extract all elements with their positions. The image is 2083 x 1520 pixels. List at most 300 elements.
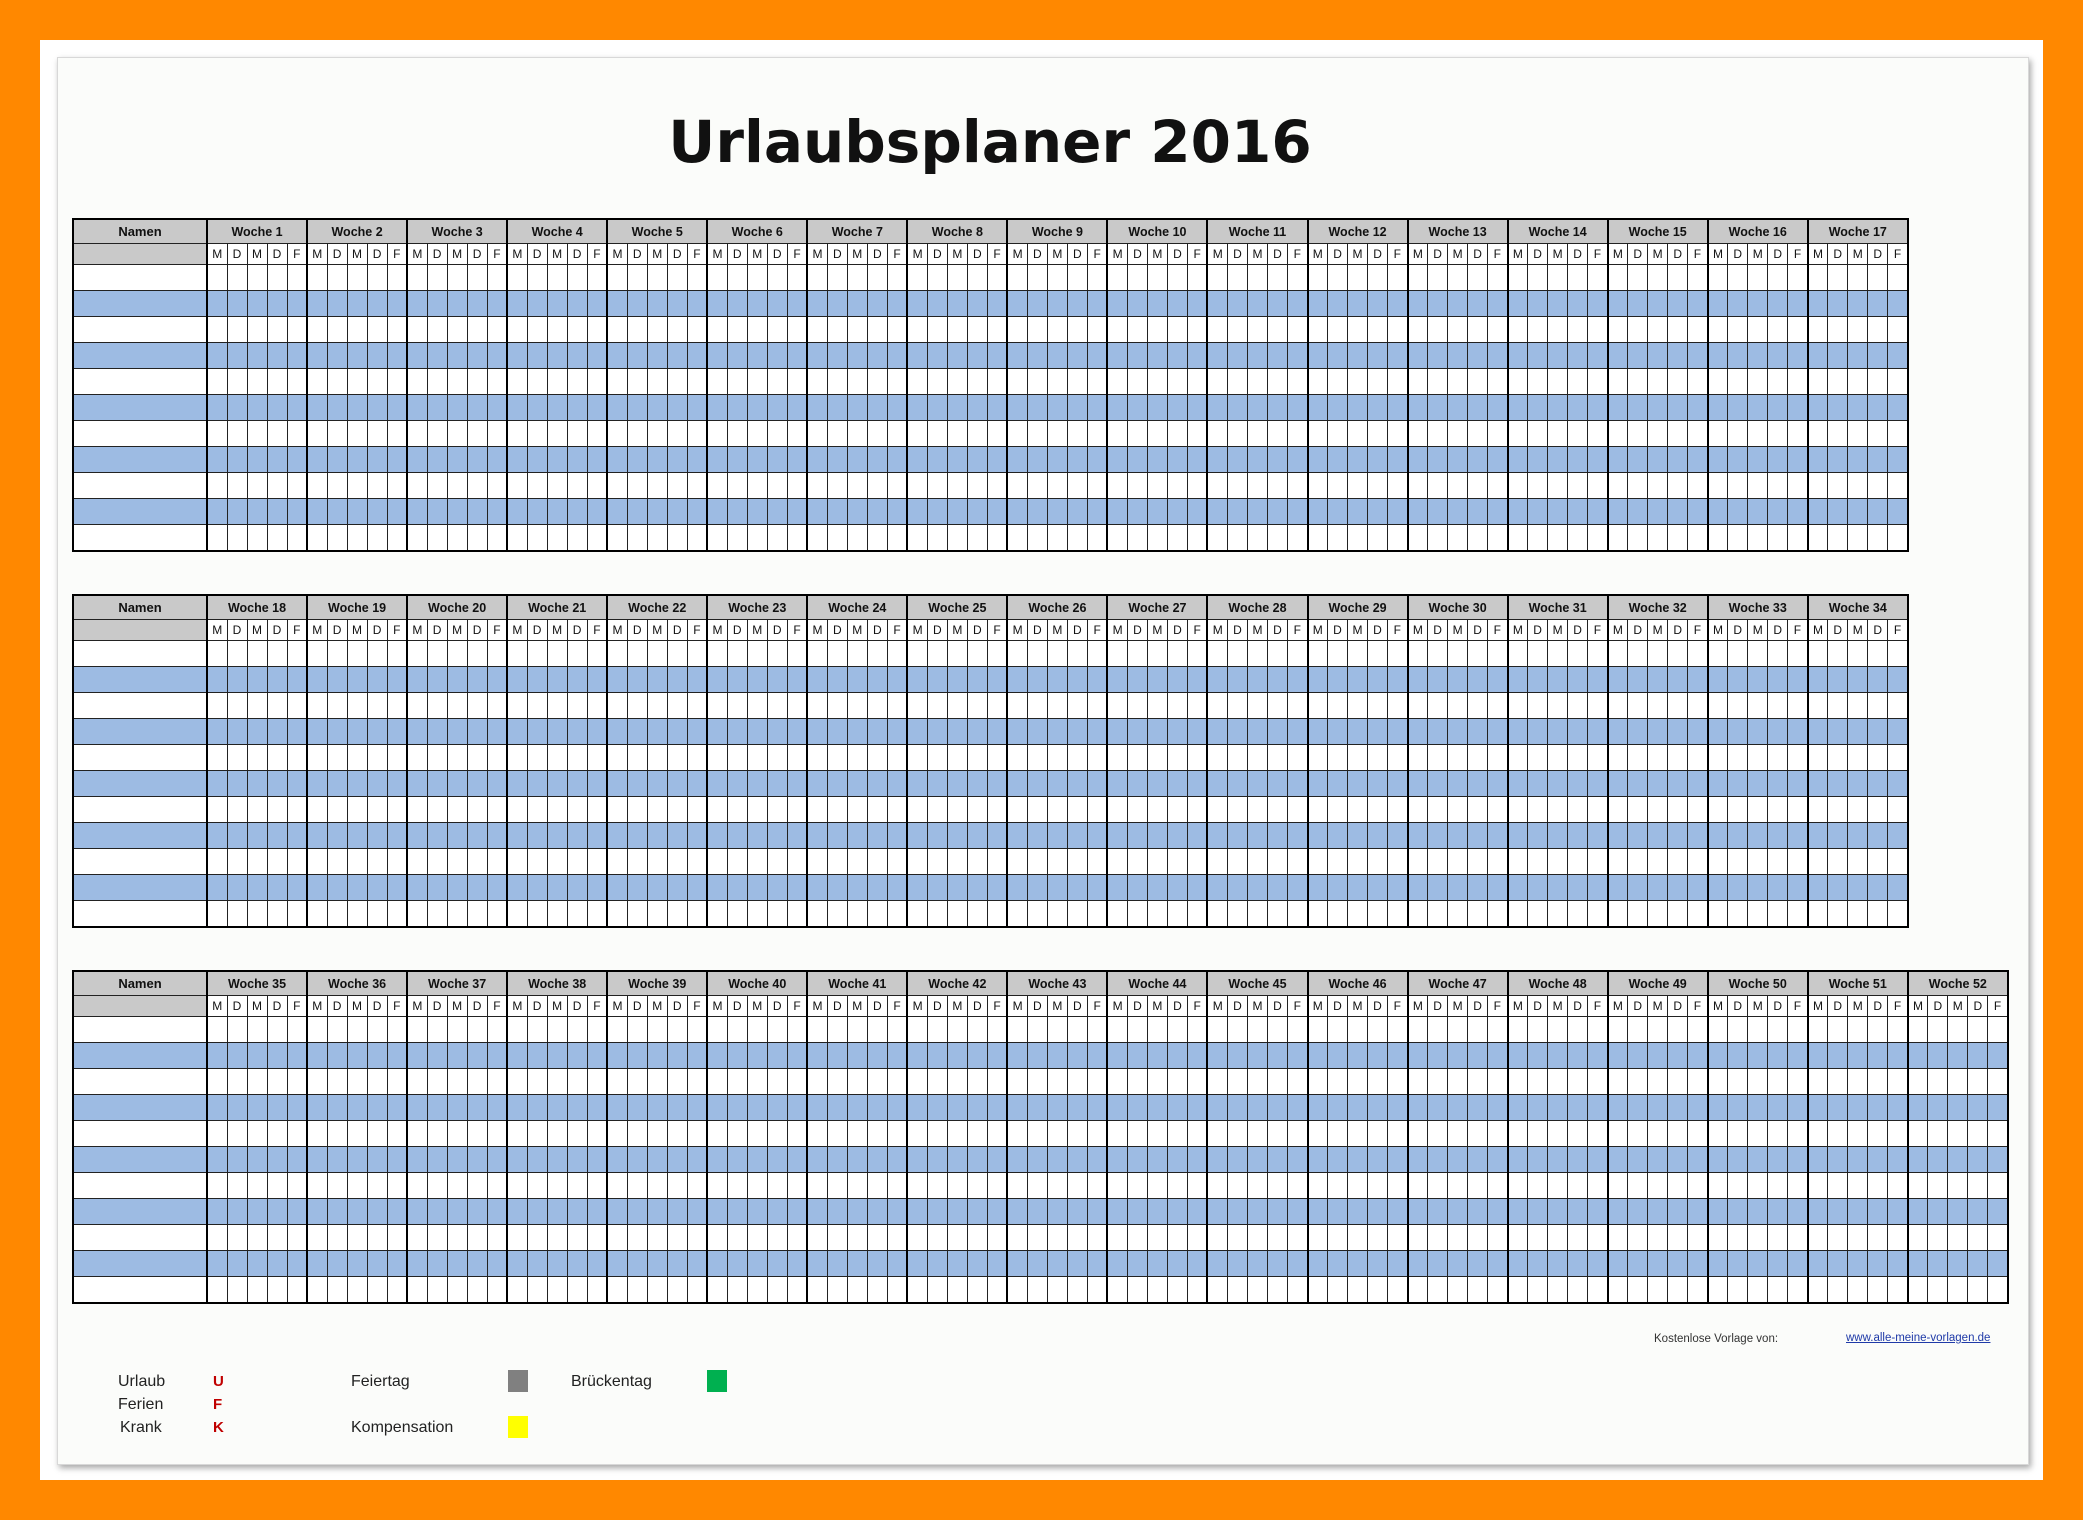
day-cell[interactable] (627, 745, 647, 771)
day-cell[interactable] (327, 745, 347, 771)
day-cell[interactable] (1007, 901, 1027, 928)
name-cell[interactable] (73, 1147, 207, 1173)
day-cell[interactable] (1588, 771, 1608, 797)
day-cell[interactable] (1267, 823, 1287, 849)
day-cell[interactable] (1227, 473, 1247, 499)
day-cell[interactable] (467, 849, 487, 875)
day-cell[interactable] (607, 1043, 627, 1069)
day-cell[interactable] (1247, 1277, 1267, 1304)
day-cell[interactable] (1808, 317, 1828, 343)
day-cell[interactable] (247, 473, 267, 499)
day-cell[interactable] (967, 1277, 987, 1304)
day-cell[interactable] (1428, 473, 1448, 499)
day-cell[interactable] (1928, 1121, 1948, 1147)
day-cell[interactable] (547, 641, 567, 667)
day-cell[interactable] (447, 1199, 467, 1225)
day-cell[interactable] (367, 1147, 387, 1173)
day-cell[interactable] (1528, 771, 1548, 797)
day-cell[interactable] (527, 369, 547, 395)
day-cell[interactable] (427, 1043, 447, 1069)
day-cell[interactable] (1147, 1043, 1167, 1069)
day-cell[interactable] (247, 641, 267, 667)
day-cell[interactable] (1748, 875, 1768, 901)
day-cell[interactable] (1047, 525, 1067, 552)
day-cell[interactable] (427, 525, 447, 552)
day-cell[interactable] (1488, 1199, 1508, 1225)
day-cell[interactable] (427, 1121, 447, 1147)
day-cell[interactable] (1788, 875, 1808, 901)
day-cell[interactable] (447, 901, 467, 928)
day-cell[interactable] (627, 1017, 647, 1043)
day-cell[interactable] (1628, 693, 1648, 719)
day-cell[interactable] (867, 1121, 887, 1147)
day-cell[interactable] (567, 719, 587, 745)
day-cell[interactable] (667, 901, 687, 928)
day-cell[interactable] (1708, 317, 1728, 343)
day-cell[interactable] (327, 1095, 347, 1121)
day-cell[interactable] (1688, 1121, 1708, 1147)
day-cell[interactable] (1107, 1251, 1127, 1277)
day-cell[interactable] (1528, 447, 1548, 473)
day-cell[interactable] (627, 1147, 647, 1173)
day-cell[interactable] (1848, 719, 1868, 745)
day-cell[interactable] (1448, 719, 1468, 745)
day-cell[interactable] (1488, 317, 1508, 343)
day-cell[interactable] (1388, 1225, 1408, 1251)
day-cell[interactable] (247, 421, 267, 447)
day-cell[interactable] (1047, 421, 1067, 447)
day-cell[interactable] (567, 1199, 587, 1225)
day-cell[interactable] (287, 525, 307, 552)
day-cell[interactable] (687, 719, 707, 745)
day-cell[interactable] (1147, 667, 1167, 693)
day-cell[interactable] (667, 421, 687, 447)
day-cell[interactable] (1308, 343, 1328, 369)
day-cell[interactable] (907, 1147, 927, 1173)
day-cell[interactable] (1888, 369, 1908, 395)
day-cell[interactable] (967, 1043, 987, 1069)
day-cell[interactable] (1668, 265, 1688, 291)
day-cell[interactable] (1528, 499, 1548, 525)
day-cell[interactable] (447, 1121, 467, 1147)
day-cell[interactable] (567, 1121, 587, 1147)
day-cell[interactable] (747, 369, 767, 395)
day-cell[interactable] (1728, 473, 1748, 499)
day-cell[interactable] (587, 641, 607, 667)
day-cell[interactable] (947, 1043, 967, 1069)
day-cell[interactable] (1308, 1121, 1328, 1147)
day-cell[interactable] (1868, 1043, 1888, 1069)
day-cell[interactable] (1748, 1173, 1768, 1199)
day-cell[interactable] (967, 667, 987, 693)
day-cell[interactable] (427, 1017, 447, 1043)
day-cell[interactable] (207, 1017, 227, 1043)
day-cell[interactable] (1528, 1251, 1548, 1277)
day-cell[interactable] (1728, 291, 1748, 317)
day-cell[interactable] (1408, 369, 1428, 395)
day-cell[interactable] (407, 719, 427, 745)
day-cell[interactable] (907, 745, 927, 771)
day-cell[interactable] (947, 1173, 967, 1199)
day-cell[interactable] (1007, 693, 1027, 719)
day-cell[interactable] (647, 823, 667, 849)
day-cell[interactable] (1127, 421, 1147, 447)
day-cell[interactable] (807, 395, 827, 421)
day-cell[interactable] (907, 641, 927, 667)
day-cell[interactable] (1388, 1095, 1408, 1121)
day-cell[interactable] (1488, 343, 1508, 369)
day-cell[interactable] (507, 265, 527, 291)
day-cell[interactable] (1888, 745, 1908, 771)
day-cell[interactable] (307, 771, 327, 797)
day-cell[interactable] (1468, 1251, 1488, 1277)
day-cell[interactable] (1588, 745, 1608, 771)
day-cell[interactable] (1988, 1173, 2008, 1199)
day-cell[interactable] (1187, 395, 1207, 421)
day-cell[interactable] (807, 1121, 827, 1147)
day-cell[interactable] (627, 499, 647, 525)
day-cell[interactable] (1708, 291, 1728, 317)
day-cell[interactable] (1067, 1095, 1087, 1121)
day-cell[interactable] (387, 1095, 407, 1121)
day-cell[interactable] (1588, 447, 1608, 473)
day-cell[interactable] (1147, 1095, 1167, 1121)
day-cell[interactable] (827, 901, 847, 928)
day-cell[interactable] (1548, 823, 1568, 849)
day-cell[interactable] (887, 1199, 907, 1225)
day-cell[interactable] (287, 291, 307, 317)
day-cell[interactable] (1748, 369, 1768, 395)
day-cell[interactable] (1067, 641, 1087, 667)
day-cell[interactable] (727, 369, 747, 395)
day-cell[interactable] (447, 1147, 467, 1173)
day-cell[interactable] (1548, 1225, 1568, 1251)
day-cell[interactable] (847, 693, 867, 719)
day-cell[interactable] (1488, 1147, 1508, 1173)
day-cell[interactable] (1348, 849, 1368, 875)
day-cell[interactable] (827, 1199, 847, 1225)
day-cell[interactable] (1668, 343, 1688, 369)
day-cell[interactable] (1087, 499, 1107, 525)
day-cell[interactable] (1568, 525, 1588, 552)
day-cell[interactable] (1588, 421, 1608, 447)
day-cell[interactable] (1628, 849, 1648, 875)
day-cell[interactable] (587, 823, 607, 849)
day-cell[interactable] (347, 369, 367, 395)
day-cell[interactable] (267, 395, 287, 421)
day-cell[interactable] (1127, 317, 1147, 343)
day-cell[interactable] (407, 693, 427, 719)
day-cell[interactable] (967, 421, 987, 447)
name-cell[interactable] (73, 395, 207, 421)
day-cell[interactable] (527, 1069, 547, 1095)
day-cell[interactable] (1568, 901, 1588, 928)
day-cell[interactable] (1388, 1251, 1408, 1277)
day-cell[interactable] (1528, 719, 1548, 745)
day-cell[interactable] (1588, 797, 1608, 823)
day-cell[interactable] (467, 1199, 487, 1225)
day-cell[interactable] (707, 693, 727, 719)
day-cell[interactable] (547, 1225, 567, 1251)
day-cell[interactable] (1588, 343, 1608, 369)
day-cell[interactable] (1488, 473, 1508, 499)
day-cell[interactable] (1067, 1043, 1087, 1069)
day-cell[interactable] (347, 525, 367, 552)
day-cell[interactable] (1828, 1017, 1848, 1043)
day-cell[interactable] (1287, 1043, 1307, 1069)
day-cell[interactable] (1688, 369, 1708, 395)
day-cell[interactable] (447, 473, 467, 499)
day-cell[interactable] (467, 797, 487, 823)
day-cell[interactable] (727, 1043, 747, 1069)
day-cell[interactable] (1348, 343, 1368, 369)
day-cell[interactable] (1368, 1225, 1388, 1251)
day-cell[interactable] (1107, 1277, 1127, 1304)
day-cell[interactable] (687, 1173, 707, 1199)
day-cell[interactable] (1848, 1095, 1868, 1121)
day-cell[interactable] (1408, 421, 1428, 447)
day-cell[interactable] (307, 667, 327, 693)
day-cell[interactable] (1728, 421, 1748, 447)
day-cell[interactable] (1548, 667, 1568, 693)
day-cell[interactable] (327, 901, 347, 928)
day-cell[interactable] (467, 641, 487, 667)
day-cell[interactable] (867, 317, 887, 343)
day-cell[interactable] (927, 667, 947, 693)
day-cell[interactable] (1668, 1121, 1688, 1147)
day-cell[interactable] (1247, 421, 1267, 447)
day-cell[interactable] (1768, 1277, 1788, 1304)
day-cell[interactable] (1227, 667, 1247, 693)
day-cell[interactable] (827, 499, 847, 525)
day-cell[interactable] (947, 719, 967, 745)
day-cell[interactable] (867, 369, 887, 395)
day-cell[interactable] (347, 395, 367, 421)
day-cell[interactable] (1167, 317, 1187, 343)
day-cell[interactable] (907, 1277, 927, 1304)
day-cell[interactable] (767, 823, 787, 849)
day-cell[interactable] (1528, 1095, 1548, 1121)
day-cell[interactable] (667, 1199, 687, 1225)
day-cell[interactable] (207, 317, 227, 343)
day-cell[interactable] (327, 265, 347, 291)
day-cell[interactable] (1227, 1017, 1247, 1043)
day-cell[interactable] (707, 525, 727, 552)
day-cell[interactable] (207, 693, 227, 719)
name-cell[interactable] (73, 369, 207, 395)
day-cell[interactable] (967, 1225, 987, 1251)
day-cell[interactable] (407, 1251, 427, 1277)
day-cell[interactable] (487, 447, 507, 473)
day-cell[interactable] (1568, 693, 1588, 719)
day-cell[interactable] (1548, 447, 1568, 473)
day-cell[interactable] (1488, 1277, 1508, 1304)
day-cell[interactable] (1408, 265, 1428, 291)
day-cell[interactable] (1768, 1173, 1788, 1199)
day-cell[interactable] (1167, 265, 1187, 291)
day-cell[interactable] (927, 901, 947, 928)
day-cell[interactable] (1147, 395, 1167, 421)
day-cell[interactable] (547, 1121, 567, 1147)
day-cell[interactable] (1488, 291, 1508, 317)
day-cell[interactable] (1588, 1017, 1608, 1043)
day-cell[interactable] (1468, 1043, 1488, 1069)
day-cell[interactable] (1508, 1017, 1528, 1043)
day-cell[interactable] (1067, 265, 1087, 291)
day-cell[interactable] (347, 1121, 367, 1147)
day-cell[interactable] (827, 875, 847, 901)
day-cell[interactable] (1308, 473, 1328, 499)
day-cell[interactable] (987, 1277, 1007, 1304)
day-cell[interactable] (1087, 771, 1107, 797)
day-cell[interactable] (807, 693, 827, 719)
day-cell[interactable] (1488, 395, 1508, 421)
day-cell[interactable] (1408, 1199, 1428, 1225)
day-cell[interactable] (1127, 745, 1147, 771)
day-cell[interactable] (427, 875, 447, 901)
day-cell[interactable] (1668, 693, 1688, 719)
day-cell[interactable] (227, 1017, 247, 1043)
day-cell[interactable] (887, 1017, 907, 1043)
day-cell[interactable] (567, 1043, 587, 1069)
day-cell[interactable] (1788, 421, 1808, 447)
day-cell[interactable] (787, 693, 807, 719)
day-cell[interactable] (647, 1199, 667, 1225)
day-cell[interactable] (267, 823, 287, 849)
day-cell[interactable] (1328, 875, 1348, 901)
day-cell[interactable] (307, 1147, 327, 1173)
day-cell[interactable] (1087, 1121, 1107, 1147)
day-cell[interactable] (1748, 265, 1768, 291)
day-cell[interactable] (1848, 1251, 1868, 1277)
day-cell[interactable] (1127, 1277, 1147, 1304)
day-cell[interactable] (867, 1017, 887, 1043)
name-cell[interactable] (73, 1017, 207, 1043)
day-cell[interactable] (1187, 473, 1207, 499)
day-cell[interactable] (507, 849, 527, 875)
day-cell[interactable] (827, 745, 847, 771)
day-cell[interactable] (1648, 901, 1668, 928)
day-cell[interactable] (1388, 343, 1408, 369)
day-cell[interactable] (1147, 1251, 1167, 1277)
day-cell[interactable] (1027, 473, 1047, 499)
day-cell[interactable] (507, 343, 527, 369)
day-cell[interactable] (567, 693, 587, 719)
day-cell[interactable] (887, 901, 907, 928)
day-cell[interactable] (1007, 875, 1027, 901)
day-cell[interactable] (1388, 849, 1408, 875)
day-cell[interactable] (887, 343, 907, 369)
day-cell[interactable] (347, 823, 367, 849)
day-cell[interactable] (1868, 641, 1888, 667)
name-cell[interactable] (73, 499, 207, 525)
day-cell[interactable] (1448, 1017, 1468, 1043)
day-cell[interactable] (487, 1095, 507, 1121)
day-cell[interactable] (487, 525, 507, 552)
day-cell[interactable] (1748, 525, 1768, 552)
day-cell[interactable] (867, 693, 887, 719)
day-cell[interactable] (1147, 421, 1167, 447)
day-cell[interactable] (947, 1121, 967, 1147)
day-cell[interactable] (1468, 447, 1488, 473)
day-cell[interactable] (667, 499, 687, 525)
day-cell[interactable] (1348, 823, 1368, 849)
day-cell[interactable] (867, 499, 887, 525)
day-cell[interactable] (227, 745, 247, 771)
day-cell[interactable] (567, 447, 587, 473)
day-cell[interactable] (1428, 1147, 1448, 1173)
day-cell[interactable] (1027, 1017, 1047, 1043)
day-cell[interactable] (607, 771, 627, 797)
day-cell[interactable] (767, 291, 787, 317)
day-cell[interactable] (1448, 1095, 1468, 1121)
day-cell[interactable] (287, 395, 307, 421)
day-cell[interactable] (667, 317, 687, 343)
day-cell[interactable] (1468, 875, 1488, 901)
day-cell[interactable] (767, 1121, 787, 1147)
day-cell[interactable] (1308, 875, 1328, 901)
day-cell[interactable] (507, 447, 527, 473)
day-cell[interactable] (1308, 525, 1328, 552)
day-cell[interactable] (1267, 1043, 1287, 1069)
day-cell[interactable] (907, 317, 927, 343)
day-cell[interactable] (407, 1277, 427, 1304)
day-cell[interactable] (1267, 1173, 1287, 1199)
day-cell[interactable] (527, 823, 547, 849)
day-cell[interactable] (947, 901, 967, 928)
day-cell[interactable] (587, 745, 607, 771)
day-cell[interactable] (947, 875, 967, 901)
day-cell[interactable] (727, 1251, 747, 1277)
day-cell[interactable] (527, 499, 547, 525)
day-cell[interactable] (587, 1277, 607, 1304)
day-cell[interactable] (1368, 1017, 1388, 1043)
day-cell[interactable] (947, 641, 967, 667)
day-cell[interactable] (1788, 797, 1808, 823)
day-cell[interactable] (1007, 317, 1027, 343)
day-cell[interactable] (887, 369, 907, 395)
day-cell[interactable] (1308, 1147, 1328, 1173)
day-cell[interactable] (447, 1173, 467, 1199)
day-cell[interactable] (307, 499, 327, 525)
day-cell[interactable] (1488, 719, 1508, 745)
day-cell[interactable] (1267, 641, 1287, 667)
day-cell[interactable] (627, 719, 647, 745)
day-cell[interactable] (1408, 473, 1428, 499)
day-cell[interactable] (1007, 1069, 1027, 1095)
day-cell[interactable] (1087, 265, 1107, 291)
day-cell[interactable] (547, 1147, 567, 1173)
day-cell[interactable] (1167, 369, 1187, 395)
day-cell[interactable] (1608, 473, 1628, 499)
day-cell[interactable] (1368, 667, 1388, 693)
day-cell[interactable] (1227, 265, 1247, 291)
day-cell[interactable] (927, 771, 947, 797)
day-cell[interactable] (1808, 901, 1828, 928)
day-cell[interactable] (647, 641, 667, 667)
day-cell[interactable] (407, 745, 427, 771)
day-cell[interactable] (1688, 849, 1708, 875)
day-cell[interactable] (1888, 395, 1908, 421)
day-cell[interactable] (1528, 693, 1548, 719)
day-cell[interactable] (1187, 1147, 1207, 1173)
day-cell[interactable] (1368, 771, 1388, 797)
day-cell[interactable] (967, 901, 987, 928)
day-cell[interactable] (1267, 1199, 1287, 1225)
day-cell[interactable] (407, 875, 427, 901)
day-cell[interactable] (1868, 1225, 1888, 1251)
day-cell[interactable] (1728, 1173, 1748, 1199)
